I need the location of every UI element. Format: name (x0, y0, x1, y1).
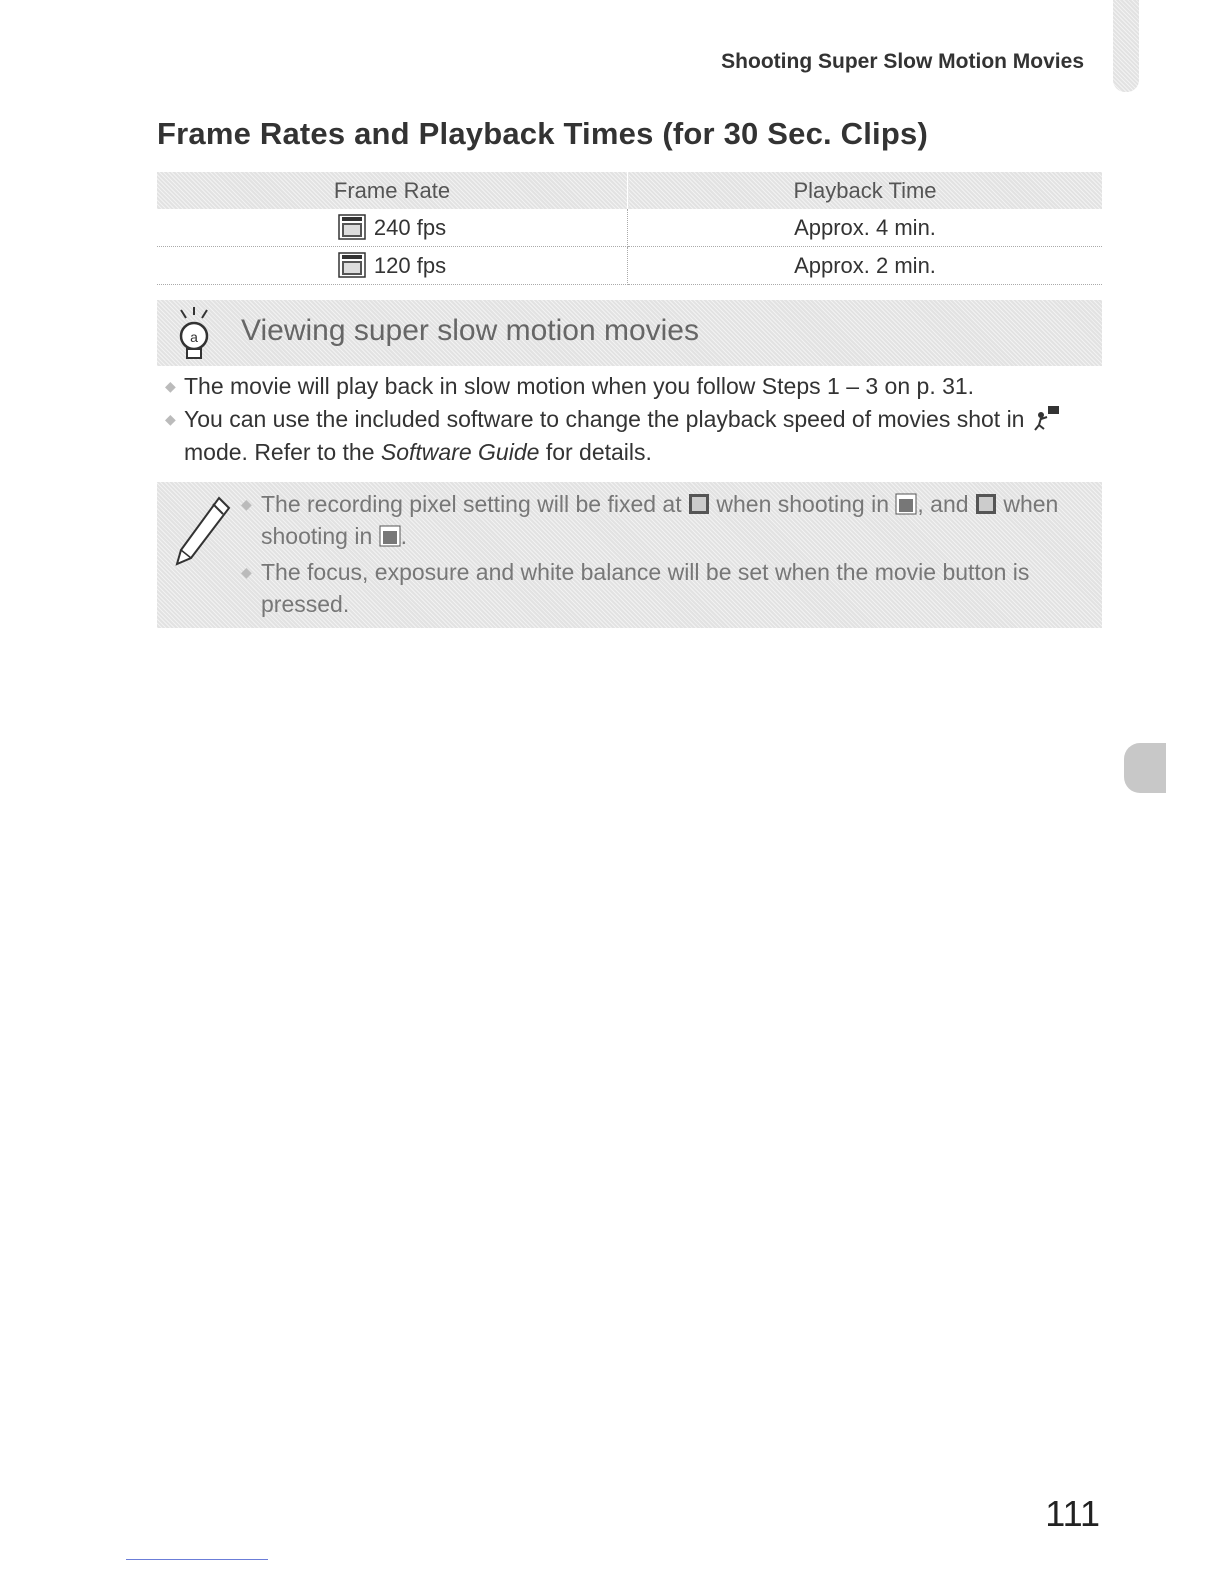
page-number: 111 (1045, 1493, 1100, 1534)
frame-rate-value: 120 fps (373, 253, 447, 278)
frame-rate-cell (157, 209, 628, 247)
frame-rate-cell (157, 247, 628, 285)
note-text: when shooting in (261, 491, 1059, 549)
section-title: Frame Rates and Playback Times (for 30 Sec. Clips) (157, 116, 928, 151)
tip-bullet-text: You can use the included software to change the playback speed of movies shot in (184, 406, 1025, 432)
table-row (157, 209, 1102, 247)
tip-banner (157, 300, 1102, 366)
resolution-320-icon (688, 493, 710, 515)
movie-120-icon (379, 525, 401, 547)
list-item: ◆ The focus, exposure and white balance will be set when the movie button is pressed. (241, 559, 1030, 617)
pencil-icon (171, 492, 235, 570)
note-text: . (400, 523, 408, 549)
table-header-row (157, 172, 1102, 209)
footer-rule (126, 1559, 268, 1560)
column-header-frame-rate: Frame Rate (157, 172, 628, 209)
movie-240-icon (895, 493, 917, 515)
movie-240-icon (338, 214, 366, 240)
super-slow-motion-mode-icon (1031, 405, 1061, 431)
note-text: , and (917, 491, 969, 517)
frame-rate-value: 240 fps (373, 215, 447, 240)
resolution-640-icon (975, 493, 997, 515)
tip-bullet-text: mode. Refer to the (184, 439, 375, 465)
tip-bullet-list (157, 370, 1102, 469)
list-item: ◆ You can use the included software to change the playback speed of movies shot in mode. Refer to the Software Guide for details. (157, 403, 1102, 469)
note-text: when shooting in (716, 491, 890, 517)
lightbulb-icon (173, 306, 215, 362)
playback-time-cell: Approx. 4 min. (628, 209, 1103, 247)
column-header-playback-time: Playback Time (628, 172, 1103, 209)
edge-tab-mid (1124, 743, 1166, 793)
list-item: ◆ The recording pixel setting will be fixed at when shooting in , and when shooting in . (241, 491, 1059, 549)
frame-rate-table (157, 172, 1102, 285)
tip-title: Viewing super slow motion movies (241, 314, 699, 347)
edge-tab-top (1113, 0, 1139, 92)
running-header: Shooting Super Slow Motion Movies (721, 50, 1084, 73)
tip-bullet-text: The movie will play back in slow motion when you follow Steps 1 – 3 on p. 31. (184, 373, 975, 399)
playback-time-cell: Approx. 2 min. (628, 247, 1103, 285)
table-row (157, 247, 1102, 285)
note-list (239, 488, 1089, 624)
list-item: ◆ The movie will play back in slow motion when you follow Steps 1 – 3 on p. 31. (165, 373, 975, 399)
movie-120-icon (338, 252, 366, 278)
note-box (157, 482, 1102, 628)
tip-bullet-text: for details. (545, 439, 652, 465)
software-guide-title: Software Guide (380, 439, 540, 465)
note-text: The recording pixel setting will be fixed at (261, 491, 682, 517)
note-text: The focus, exposure and white balance will be set when the movie button is pressed. (261, 559, 1030, 617)
svg-text:a: a (190, 329, 198, 345)
